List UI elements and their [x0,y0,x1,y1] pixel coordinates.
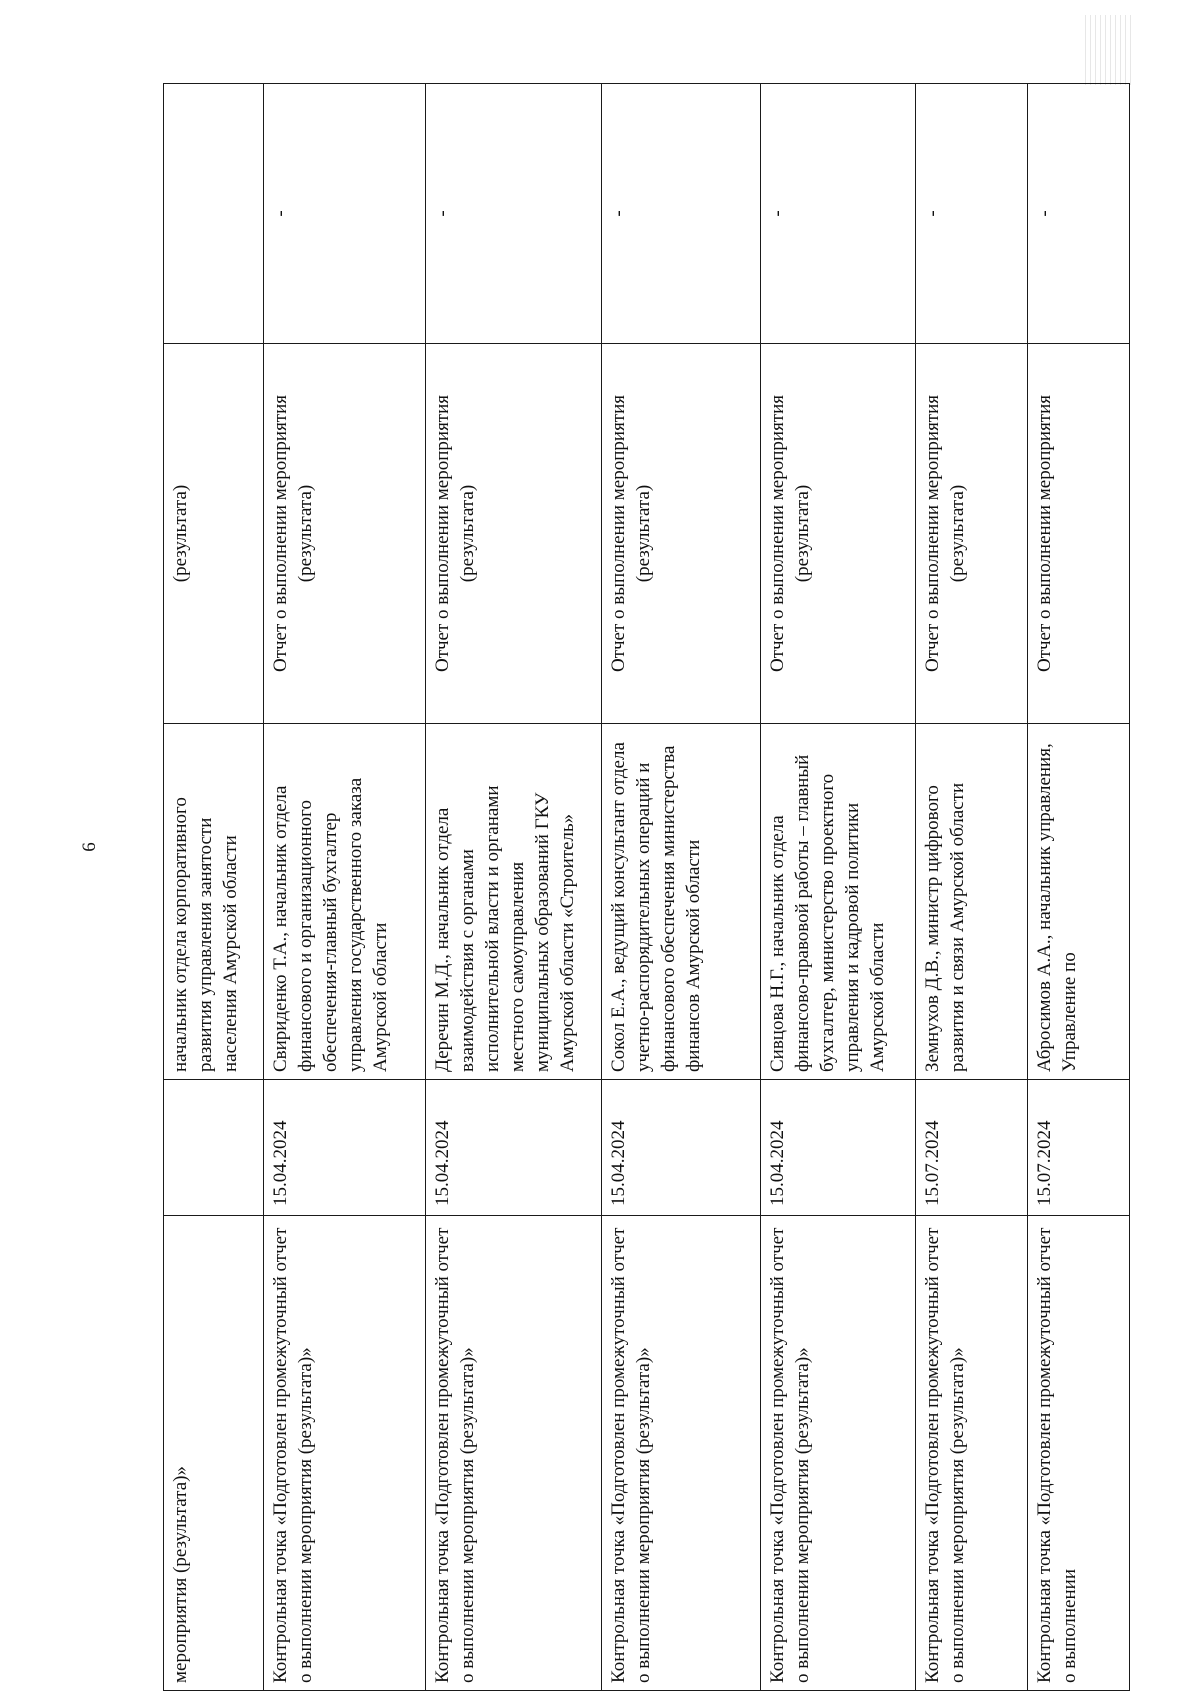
cell-document: Отчет о выполнении мероприятия (результата) [761,344,916,724]
cell-document: Отчет о выполнении мероприятия (результата) [264,344,426,724]
cell-note: - [761,84,916,344]
table-row [426,84,602,1691]
cell-date: 15.04.2024 [264,1080,426,1216]
table-row [264,84,426,1691]
cell-event-name: Контрольная точка «Подготовлен промежуточный отчет о выполнении мероприятия (результата)» [426,1216,602,1691]
cell-document: Отчет о выполнении мероприятия (результата) [916,344,1028,724]
document-table-rotated [163,84,1129,1691]
cell-event-name: мероприятия (результата)» [164,1216,264,1691]
cell-note: - [426,84,602,344]
table-row [916,84,1028,1691]
cell-document: Отчет о выполнении мероприятия (результата) [426,344,602,724]
cell-document: Отчет о выполнении мероприятия (результата) [602,344,761,724]
cell-event-name: Контрольная точка «Подготовлен промежуточный отчет о выполнении мероприятия (результата)» [761,1216,916,1691]
cell-date: 15.04.2024 [602,1080,761,1216]
table-row [761,84,916,1691]
cell-responsible: начальник отдела корпоративного развития управления занятости населения Амурской области [164,724,264,1080]
table-row [602,84,761,1691]
cell-document: (результата) [164,344,264,724]
table-row [164,84,264,1691]
table-row [1028,84,1130,1691]
cell-event-name: Контрольная точка «Подготовлен промежуточный отчет о выполнении [1028,1216,1130,1691]
cell-date: 15.07.2024 [916,1080,1028,1216]
cell-responsible: Деречин М.Д., начальник отдела взаимодействия с органами исполнительной власти и органами местного самоуправления муниципальных образований ГКУ Амурской области «Строитель» [426,724,602,1080]
cell-event-name: Контрольная точка «Подготовлен промежуточный отчет о выполнении мероприятия (результата)» [916,1216,1028,1691]
cell-note: - [602,84,761,344]
cell-responsible: Абросимов А.А., начальник управления, Управление по [1028,724,1130,1080]
cell-responsible: Сокол Е.А., ведущий консультант отдела учетно-распорядительных операций и финансового обеспечения министерства финансов Амурской области [602,724,761,1080]
cell-note: - [916,84,1028,344]
page-number: 6 [79,842,100,852]
cell-date: 15.04.2024 [761,1080,916,1216]
cell-event-name: Контрольная точка «Подготовлен промежуточный отчет о выполнении мероприятия (результата)» [602,1216,761,1691]
cell-document: Отчет о выполнении мероприятия [1028,344,1130,724]
cell-note: - [264,84,426,344]
scan-artifact [1085,15,1135,85]
cell-date [164,1080,264,1216]
cell-note [164,84,264,344]
cell-responsible: Сивцова Н.Г., начальник отдела финансово-правовой работы – главный бухгалтер, министерство проектного управления и кадровой политики Амурской области [761,724,916,1080]
cell-date: 15.07.2024 [1028,1080,1130,1216]
cell-responsible: Свириденко Т.А., начальник отдела финансового и организационного обеспечения-главный бухгалтер управления государственного заказа Амурской области [264,724,426,1080]
cell-note: - [1028,84,1130,344]
cell-date: 15.04.2024 [426,1080,602,1216]
cell-event-name: Контрольная точка «Подготовлен промежуточный отчет о выполнении мероприятия (результата)» [264,1216,426,1691]
control-points-table [163,83,1130,1691]
cell-responsible: Земнухов Д.В., министр цифрового развития и связи Амурской области [916,724,1028,1080]
